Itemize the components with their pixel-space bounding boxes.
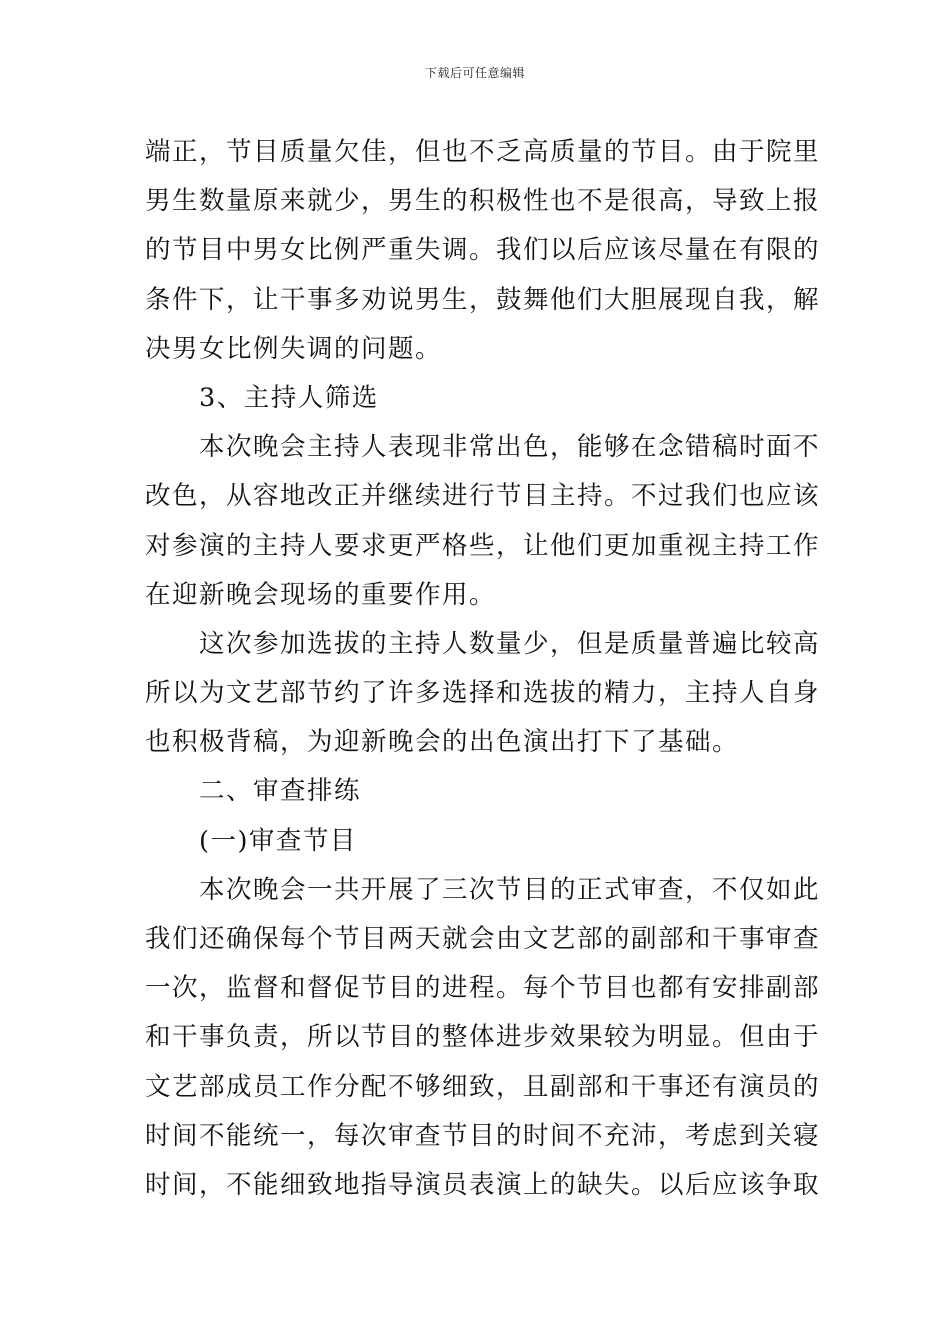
text-line: (一)审查节目 xyxy=(199,825,357,856)
text-line: 本次晚会一共开展了三次节目的正式审查，不仅如此 xyxy=(199,874,821,905)
text-line: 二、审查排练 xyxy=(199,776,362,807)
text-line: 3、主持人筛选 xyxy=(199,382,379,413)
text-line: 条件下，让干事多劝说男生，鼓舞他们大胆展现自我，解 xyxy=(145,284,821,315)
text-line: 改色，从容地改正并继续进行节目主持。不过我们也应该 xyxy=(145,481,821,512)
text-line: 我们还确保每个节目两天就会由文艺部的副部和干事审查 xyxy=(145,924,821,954)
text-line: 所以为文艺部节约了许多选择和选拔的精力，主持人自身 xyxy=(145,678,821,709)
text-line: 这次参加选拔的主持人数量少，但是质量普遍比较高 xyxy=(199,628,821,659)
text-line: 和干事负责，所以节目的整体进步效果较为明显。但由于 xyxy=(145,1022,821,1053)
text-line: 一次，监督和督促节目的进程。每个节目也都有安排副部 xyxy=(145,973,821,1004)
text-line: 在迎新晚会现场的重要作用。 xyxy=(145,579,497,610)
text-line: 男生数量原来就少，男生的积极性也不是很高，导致上报 xyxy=(145,186,821,217)
text-line: 时间，不能细致地指导演员表演上的缺失。以后应该争取 xyxy=(145,1169,821,1200)
page-header: 下载后可任意编辑 xyxy=(424,66,525,80)
text-line: 对参演的主持人要求更严格些，让他们更加重视主持工作 xyxy=(145,530,821,561)
document-body xyxy=(145,128,821,1210)
text-line: 也积极背稿，为迎新晚会的出色演出打下了基础。 xyxy=(145,727,740,758)
text-line: 的节目中男女比例严重失调。我们以后应该尽量在有限的 xyxy=(145,235,821,266)
text-line: 文艺部成员工作分配不够细致，且副部和干事还有演员的 xyxy=(145,1071,821,1102)
text-line: 时间不能统一，每次审查节目的时间不充沛，考虑到关寝 xyxy=(145,1120,821,1151)
text-line: 决男女比例失调的问题。 xyxy=(145,333,443,364)
text-line: 端正，节目质量欠佳，但也不乏高质量的节目。由于院里 xyxy=(145,137,821,167)
text-line: 本次晚会主持人表现非常出色，能够在念错稿时面不 xyxy=(199,432,821,463)
